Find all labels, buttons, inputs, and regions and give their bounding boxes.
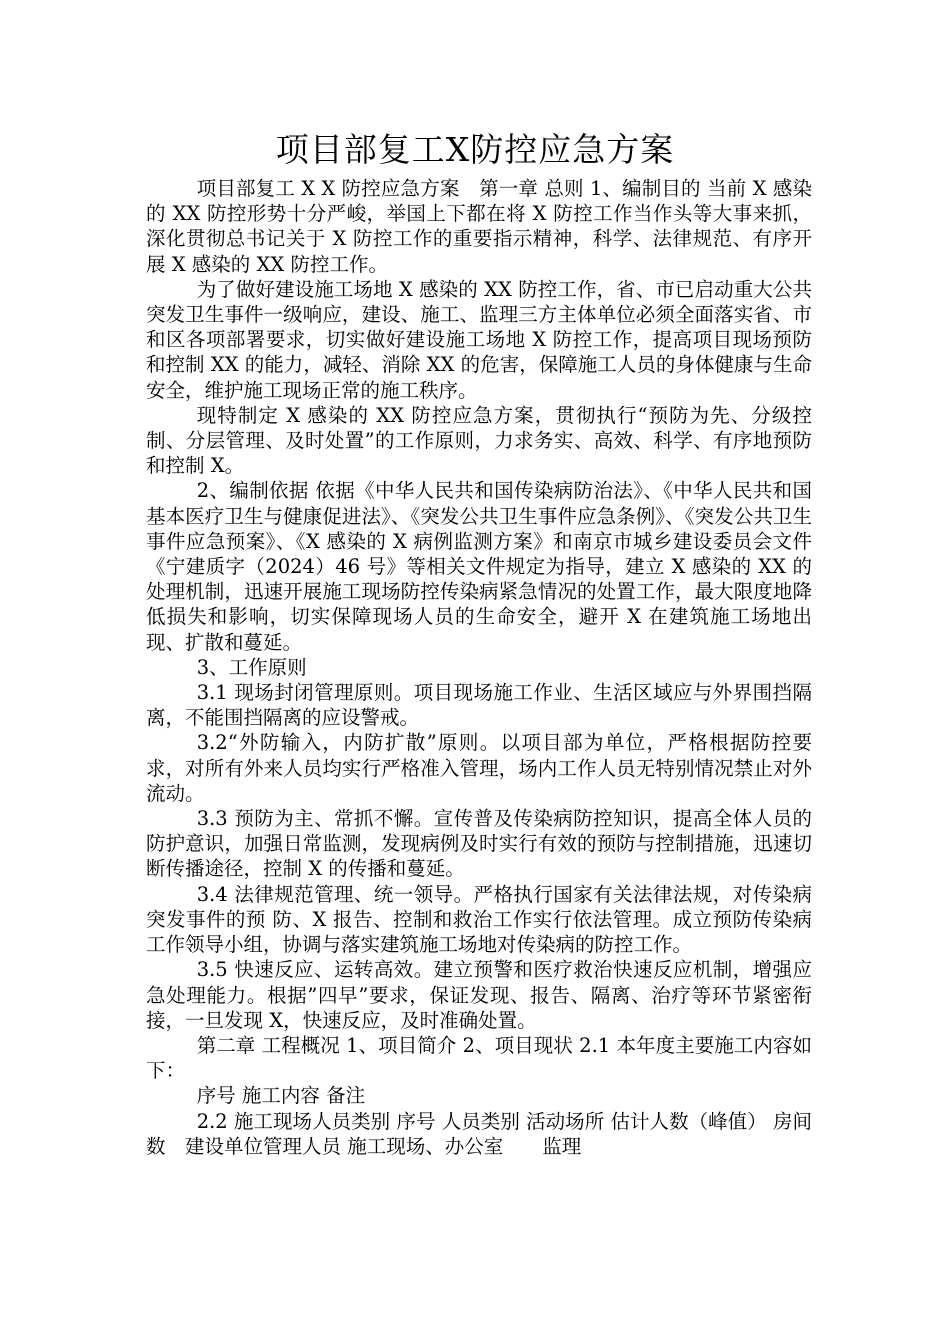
paragraph-purpose: 为了做好建设施工场地 X 感染的 XX 防控工作，省、市已启动重大公共突发卫生事件一级响应，建设、施工、监理三方主体单位必须全面落实省、市和区各项部署要求，切实做好建设施工场地 X 防控工作，提高项目现场预防和控制 XX 的能力，减轻、消除 XX 的危害，保障施工人员的身体健康与生命安全，维护施工现场正常的施工秩序。 — [146, 277, 812, 402]
paragraph-principle-3-4: 3.4 法律规范管理、统一领导。严格执行国家有关法律法规，对传染病突发事件的预 防、X 报告、控制和救治工作实行依法管理。成立预防传染病工作领导小组，协调与落实建筑施工场地对传染病的防控工作。 — [146, 882, 812, 957]
paragraph-formulation: 现特制定 X 感染的 XX 防控应急方案，贯彻执行“预防为先、分级控制、分层管理、及时处置”的工作原则，力求务实、高效、科学、有序地预防和控制 X。 — [146, 403, 812, 478]
paragraph-table-header: 序号 施工内容 备注 — [196, 1084, 366, 1108]
document-body — [146, 176, 812, 1159]
paragraph-principle-3-1: 3.1 现场封闭管理原则。项目现场施工作业、生活区域应与外界围挡隔离，不能围挡隔离的应设警戒。 — [146, 681, 812, 730]
document-title: 项目部复工X防控应急方案 — [275, 130, 675, 169]
paragraph-principle-3-3: 3.3 预防为主、常抓不懈。宣传普及传染病防控知识，提高全体人员的防护意识，加强日常监测，发现病例及时实行有效的预防与控制措施，迅速切断传播途径，控制 X 的传播和蔓延。 — [146, 807, 812, 881]
paragraph-chapter-two: 第二章 工程概况 1、项目简介 2、项目现状 2.1 本年度主要施工内容如下： — [146, 1033, 812, 1083]
paragraph-principle-3-5: 3.5 快速反应、运转高效。建立预警和医疗救治快速反应机制，增强应急处理能力。根据”四早”要求，保证发现、报告、隔离、治疗等环节紧密衔接，一旦发现 X，快速反应，及时准确处置。 — [146, 958, 812, 1032]
paragraph-principle-3-2: 3.2“外防输入，内防扩散”原则。以项目部为单位，严格根据防控要求，对所有外来人员均实行严格准入管理，场内工作人员无特别情况禁止对外流动。 — [146, 731, 812, 805]
paragraph-intro: 项目部复工 X X 防控应急方案 第一章 总则 1、编制目的 当前 X 感染的 XX 防控形势十分严峻，举国上下都在将 X 防控工作当作头等大事来抓，深化贯彻总书记关于 X 防控工作的重要指示精神，科学、法律规范、有序开展 X 感染的 XX 防控工作。 — [146, 177, 812, 276]
paragraph-basis: 2、编制依据 依据《中华人民共和国传染病防治法》、《中华人民共和国基本医疗卫生与健康促进法》、《突发公共卫生事件应急条例》、《突发公共卫生事件应急预案》、《X 感染的 X 病例监测方案》和南京市城乡建设委员会文件《宁建质字（2024）46 号》等相关文件规定为指导，建立 X 感染的 XX 的处理机制，迅速开展施工现场防控传染病紧急情况的处置工作，最大限度地降低损失和影响，切实保障现场人员的生命安全，避开 X 在建筑施工场地出现、扩散和蔓延。 — [146, 479, 812, 654]
paragraph-personnel-categories: 2.2 施工现场人员类别 序号 人员类别 活动场所 估计人数（峰值） 房间数 建设单位管理人员 施工现场、办公室 监理 — [146, 1109, 812, 1158]
heading-work-principles: 3、工作原则 — [196, 655, 307, 679]
